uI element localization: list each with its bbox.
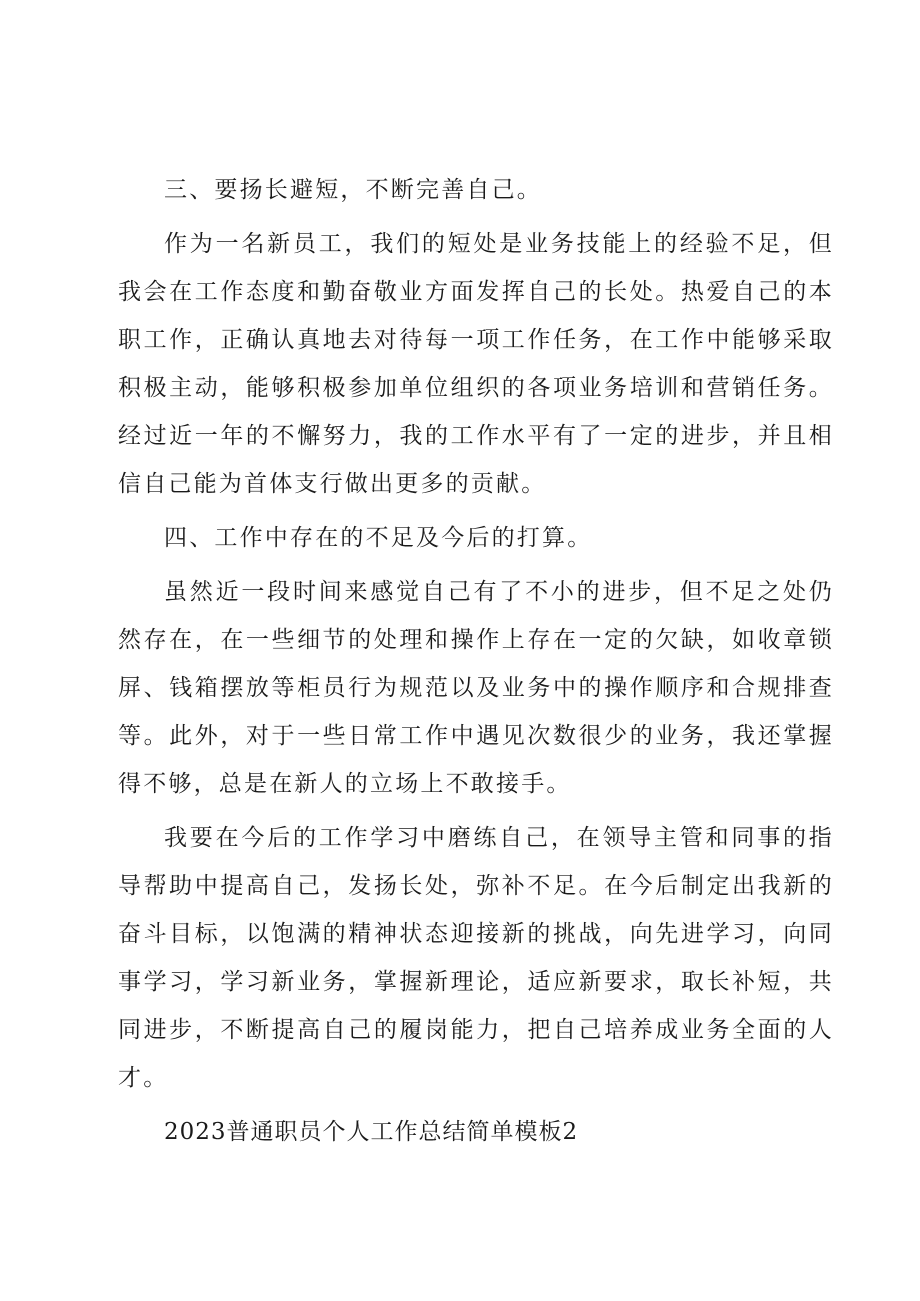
section-4-paragraph-1: 虽然近一段时间来感觉自己有了不小的进步，但不足之处仍然存在，在一些细节的处理和操作上存在一定的欠缺，如收章锁屏、钱箱摆放等柜员行为规范以及业务中的操作顺序和合规排查等。此外，对于一些日常工作中遇见次数很少的业务，我还掌握得不够，总是在新人的立场上不敢接手。 — [118, 579, 834, 797]
section-3-paragraph: 作为一名新员工，我们的短处是业务技能上的经验不足，但我会在工作态度和勤奋敬业方面发挥自己的长处。热爱自己的本职工作，正确认真地去对待每一项工作任务，在工作中能够采取积极主动，能够积极参加单位组织的各项业务培训和营销任务。经过近一年的不懈努力，我的工作水平有了一定的进步，并且相信自己能为首体支行做出更多的贡献。 — [118, 231, 834, 497]
section-3-heading: 三、要扬长避短，不断完善自己。 — [164, 177, 542, 203]
next-document-title: 2023普通职员个人工作总结简单模板2 — [164, 1119, 579, 1145]
section-4-heading: 四、工作中存在的不足及今后的打算。 — [164, 525, 593, 551]
document-body — [118, 166, 834, 1156]
section-4-paragraph-2: 我要在今后的工作学习中磨练自己，在领导主管和同事的指导帮助中提高自己，发扬长处，弥补不足。在今后制定出我新的奋斗目标，以饱满的精神状态迎接新的挑战，向先进学习，向同事学习，学习新业务，掌握新理论，适应新要求，取长补短，共同进步，不断提高自己的履岗能力，把自己培养成业务全面的人才。 — [118, 825, 834, 1091]
